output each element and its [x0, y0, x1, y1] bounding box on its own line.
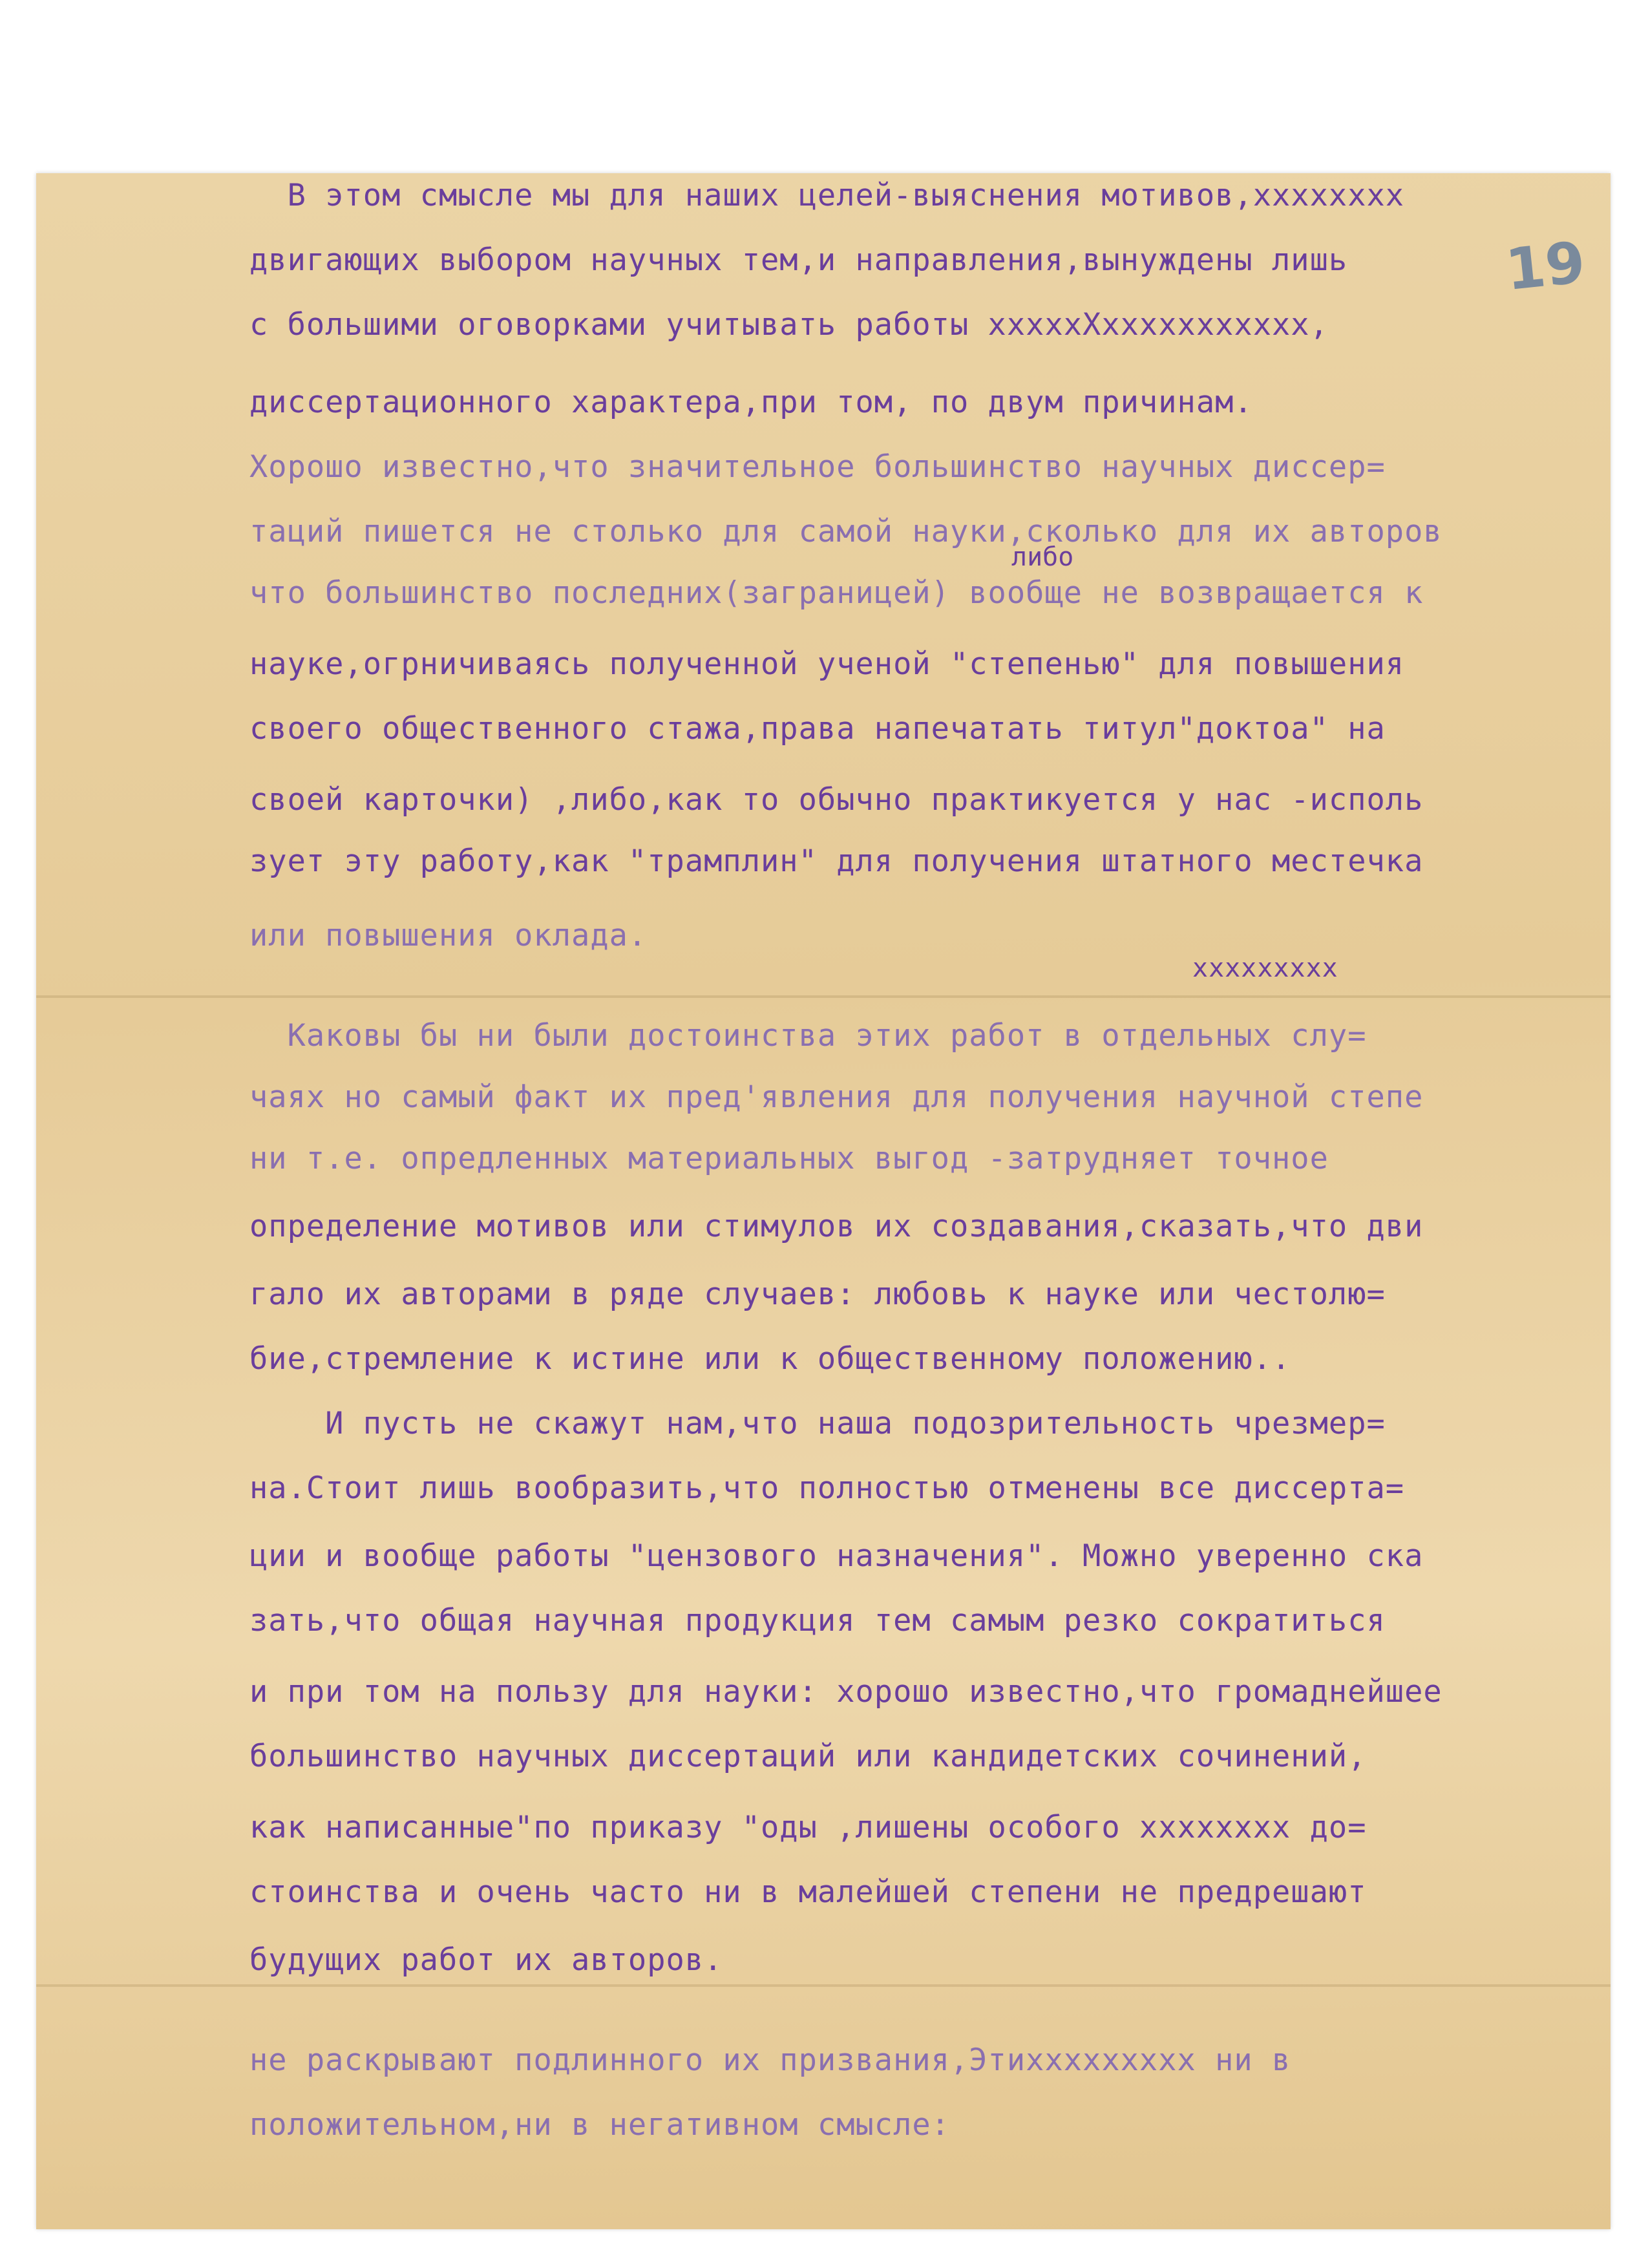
text-line: своей карточки) ,либо,как то обычно практикуется у нас -исполь: [249, 782, 1424, 818]
text-line: таций пишется не столько для самой науки,сколько для их авторов: [249, 514, 1442, 549]
text-line: бие,стремление к истине или к общественному положению..: [249, 1341, 1291, 1377]
text-line: как написанные"по приказу "оды ,лишены особого xxxxxxxx до=: [249, 1810, 1367, 1845]
text-line: на.Стоит лишь вообразить,что полностью отменены все диссерта=: [249, 1470, 1405, 1506]
text-line: или повышения оклада.: [249, 918, 648, 953]
text-line: Хорошо известно,что значительное большинство научных диссер=: [249, 449, 1386, 485]
page-fold: [36, 1984, 1611, 1987]
text-line: будущих работ их авторов.: [249, 1942, 723, 1978]
text-line: науке,огрничиваясь полученной ученой "степенью" для повышения: [249, 646, 1405, 682]
text-line: положительном,ни в негативном смысле:: [249, 2107, 950, 2143]
handwritten-page-number: 19: [1502, 228, 1589, 304]
text-line: не раскрывают подлинного их призвания,Этихxxxxxxxx ни в: [249, 2042, 1291, 2078]
text-line: В этом смысле мы для наших целей-выяснения мотивов,xxxxxxxx: [249, 178, 1405, 213]
text-line: ни т.е. опредленных материальных выгод -затрудняет точное: [249, 1141, 1329, 1176]
text-line: диссертационного характера,при том, по двум причинам.: [249, 385, 1253, 420]
text-line: стоинства и очень часто ни в малейшей степени не предрешают: [249, 1874, 1367, 1910]
text-line: большинство научных диссертаций или кандидетских сочинений,: [249, 1739, 1367, 1774]
text-line: с большими оговорками учитывать работы xxxxxXxxxxxxxxxxx,: [249, 307, 1329, 343]
struck-out-text: xxxxxxxxx: [1192, 953, 1338, 983]
text-line: зать,что общая научная продукция тем самым резко сократиться: [249, 1603, 1386, 1638]
text-line: определение мотивов или стимулов их создавания,сказать,что дви: [249, 1209, 1424, 1244]
text-line: зует эту работу,как "трамплин" для получения штатного местечка: [249, 843, 1424, 879]
text-line: И пусть не скажут нам,что наша подозрительность чрезмер=: [249, 1406, 1386, 1441]
page-fold: [36, 995, 1611, 998]
text-line: своего общественного стажа,права напечатать титул"доктоа" на: [249, 711, 1386, 747]
text-line: и при том на пользу для науки: хорошо известно,что громаднейшее: [249, 1674, 1442, 1710]
text-line: двигающих выбором научных тем,и направления,вынуждены лишь: [249, 242, 1348, 278]
text-line: гало их авторами в ряде случаев: любовь к науке или честолю=: [249, 1277, 1386, 1312]
text-line: ции и вообще работы "цензового назначения". Можно уверенно ска: [249, 1538, 1424, 1574]
text-line: что большинство последних(заграницей) вообще не возвращается к: [249, 575, 1424, 611]
interlinear-insertion: либо: [1011, 542, 1074, 572]
text-line: Каковы бы ни были достоинства этих работ в отдельных слу=: [249, 1018, 1367, 1054]
text-line: чаях но самый факт их пред'явления для получения научной степе: [249, 1079, 1424, 1115]
